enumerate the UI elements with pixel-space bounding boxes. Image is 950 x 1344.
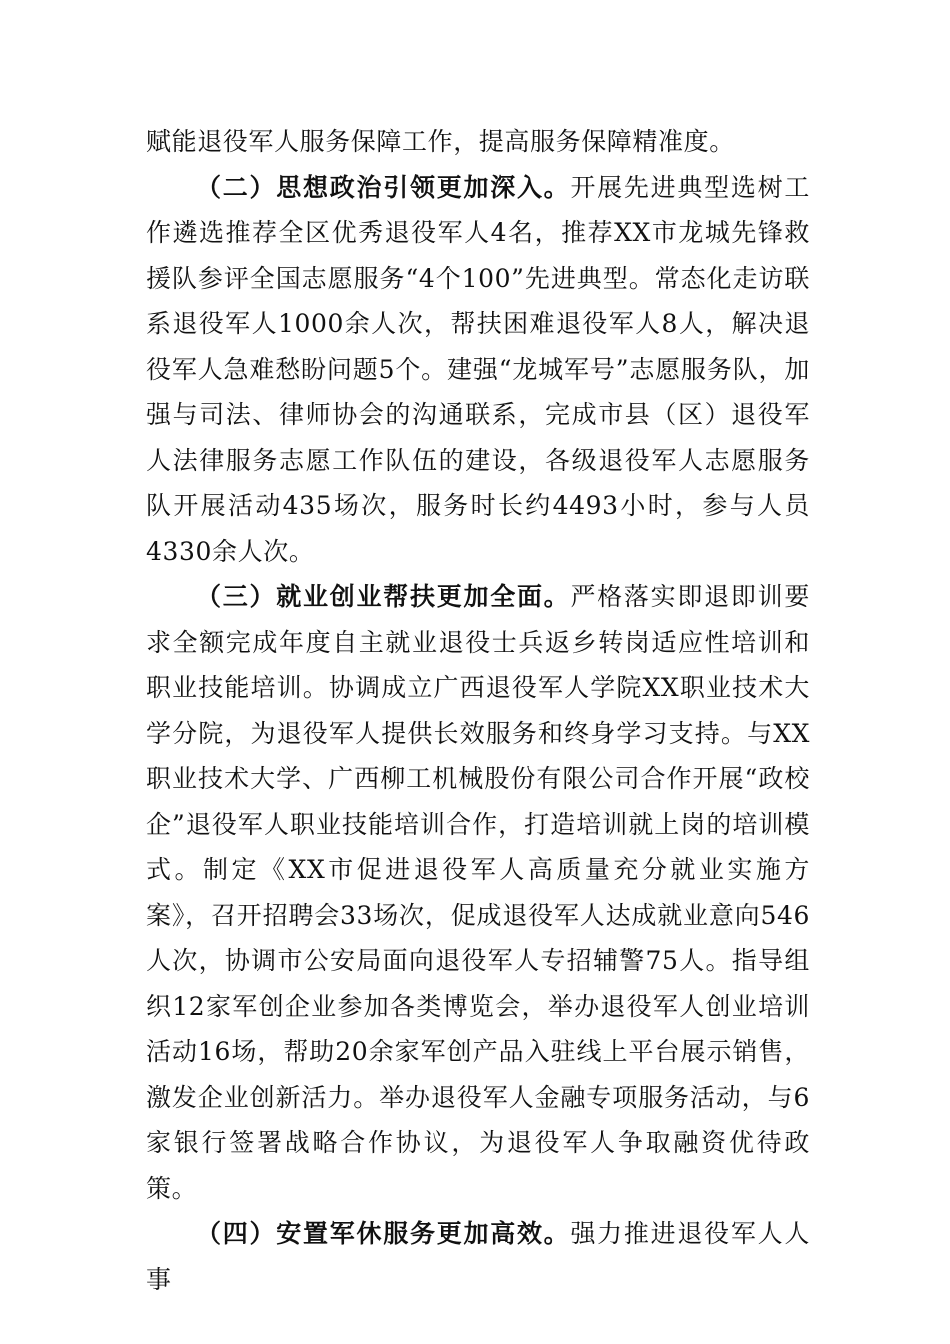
section-heading: （三）就业创业帮扶更加全面。 — [196, 582, 571, 611]
paragraph-body: 开展先进典型选树工作遴选推荐全区优秀退役军人4名，推荐XX市龙城先锋救援队参评全国志愿服务“4个100”先进典型。常态化走访联系退役军人1000余人次，帮扶困难退役军人8人，解决退役军人急难愁盼问题5个。建强“龙城军号”志愿服务队，加强与司法、律师协会的沟通联系，完成市县（区）退役军人法律服务志愿工作队伍的建设，各级退役军人志愿服务队开展活动435场次，服务时长约4493小时，参与人员4330余人次。 — [146, 172, 810, 566]
paragraph-employment-support — [146, 574, 810, 1211]
paragraph-body: 严格落实即退即训要求全额完成年度自主就业退役士兵返乡转岗适应性培训和职业技能培训。协调成立广西退役军人学院XX职业技术大学分院，为退役军人提供长效服务和终身学习支持。与XX职业技术大学、广西柳工机械股份有限公司合作开展“政校企”退役军人职业技能培训合作，打造培训就上岗的培训模式。制定《XX市促进退役军人高质量充分就业实施方案》，召开招聘会33场次，促成退役军人达成就业意向546人次，协调市公安局面向退役军人专招辅警75人。指导组织12家军创企业参加各类博览会，举办退役军人创业培训活动16场，帮助20余家军创产品入驻线上平台展示销售，激发企业创新活力。举办退役军人金融专项服务活动，与6家银行签署战略合作协议，为退役军人争取融资优待政策。 — [146, 582, 810, 1203]
section-heading: （四）安置军休服务更加高效。 — [196, 1219, 571, 1248]
paragraph-body: 赋能退役军人服务保障工作，提高服务保障精准度。 — [146, 127, 735, 156]
paragraph-continuation — [146, 119, 810, 165]
paragraph-resettlement-service — [146, 1211, 810, 1302]
section-heading: （二）思想政治引领更加深入。 — [196, 172, 571, 202]
body-text — [146, 119, 810, 1302]
paragraph-body: 强力推进退役军人人事 — [146, 1219, 810, 1294]
paragraph-ideological-guidance — [146, 165, 810, 575]
